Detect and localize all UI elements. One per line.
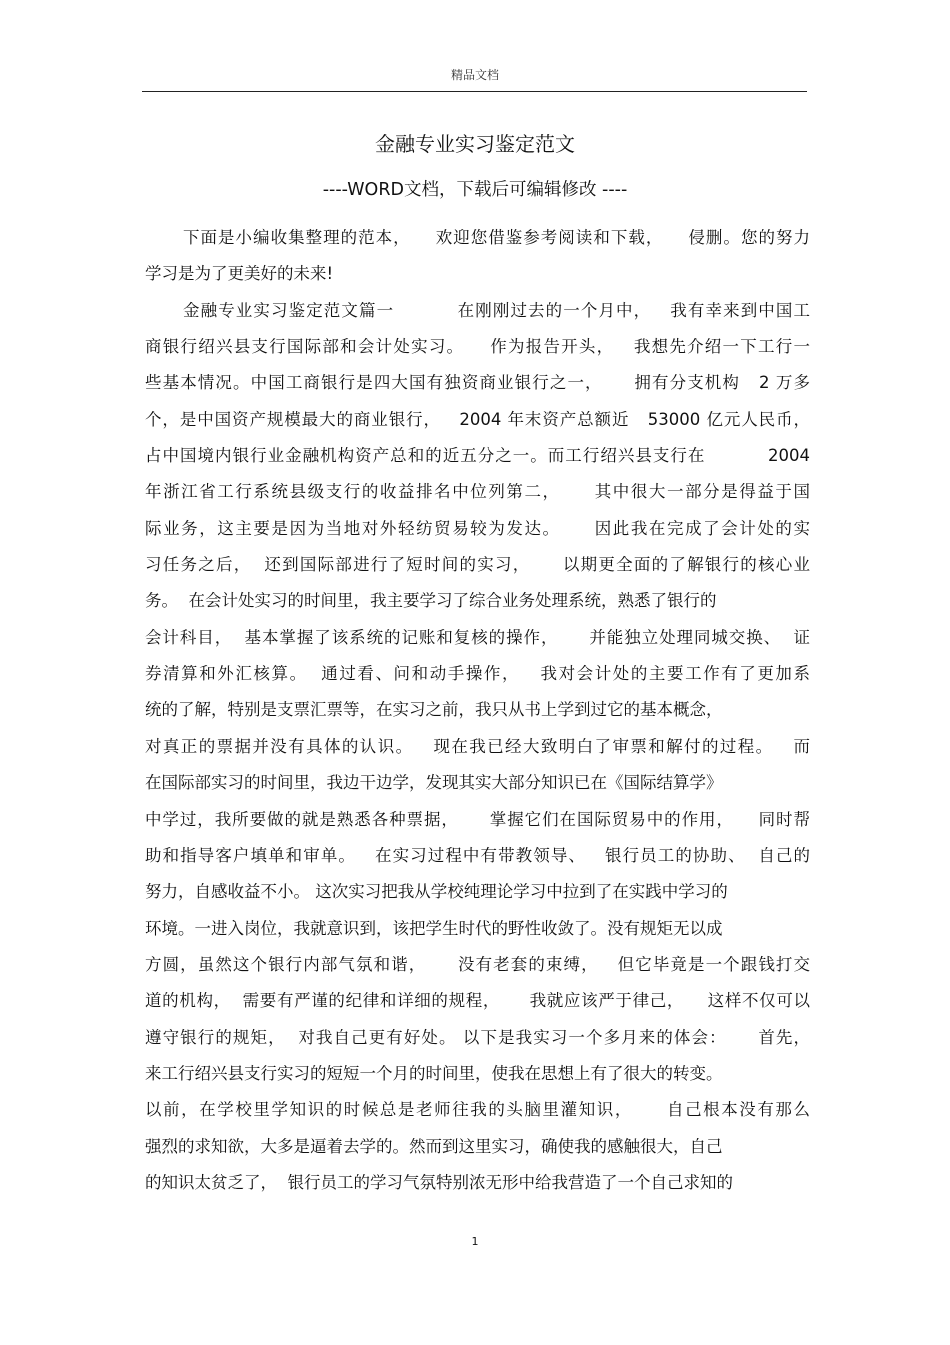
text-line: 在国际部实习的时间里，我边干边学，发现其实大部分知识已在《国际结算学》 xyxy=(145,773,723,793)
text-line: 占中国境内银行业金融机构资产总和的近五分之一。而工行绍兴县支行在 2004 xyxy=(145,446,810,466)
text-line: 以前，在学校里学知识的时候总是老师往我的头脑里灌知识， 自己根本没有那么 xyxy=(145,1100,810,1120)
text-line: 助和指导客户填单和审单。 在实习过程中有带教领导、 银行员工的协助、 自己的 xyxy=(145,845,810,865)
text-line: 的知识太贫乏了， 银行员工的学习气氛特别浓无形中给我营造了一个自己求知的 xyxy=(145,1172,733,1192)
text-line: 年浙江省工行系统县级支行的收益排名中位列第二， 其中很大一部分是得益于国 xyxy=(145,482,810,502)
text-line: 际业务，这主要是因为当地对外轻纺贸易较为发达。 因此我在完成了会计处的实 xyxy=(145,518,810,538)
text-line: 对真正的票据并没有具体的认识。 现在我已经大致明白了审票和解付的过程。 而 xyxy=(145,736,810,756)
text-line: 遵守银行的规矩， 对我自己更有好处。 以下是我实习一个多月来的体会： 首先， xyxy=(145,1027,810,1047)
text-line: 务。 在会计处实习的时间里，我主要学习了综合业务处理系统，熟悉了银行的 xyxy=(145,591,717,611)
document-title: 金融专业实习鉴定范文 xyxy=(375,132,575,156)
text-line: 学习是为了更美好的未来! xyxy=(145,264,334,284)
header-divider xyxy=(142,91,807,92)
text-line: 些基本情况。中国工商银行是四大国有独资商业银行之一， 拥有分支机构 2 万多 xyxy=(145,373,810,393)
text-line: 习任务之后， 还到国际部进行了短时间的实习， 以期更全面的了解银行的核心业 xyxy=(145,555,810,575)
text-line: 金融专业实习鉴定范文篇一 在刚刚过去的一个月中， 我有幸来到中国工 xyxy=(183,300,810,320)
text-line: 努力，自感收益不小。 这次实习把我从学校纯理论学习中拉到了在实践中学习的 xyxy=(145,882,728,902)
text-line: 道的机构， 需要有严谨的纪律和详细的规程， 我就应该严于律己， 这样不仅可以 xyxy=(145,991,810,1011)
page-number: 1 xyxy=(471,1235,479,1248)
text-line: 统的了解，特别是支票汇票等，在实习之前，我只从书上学到过它的基本概念， xyxy=(145,700,723,720)
text-line: 来工行绍兴县支行实习的短短一个月的时间里，使我在思想上有了很大的转变。 xyxy=(145,1063,723,1083)
document-subtitle: ----WORD文档，下载后可编辑修改 ---- xyxy=(322,180,628,200)
text-line: 会计科目， 基本掌握了该系统的记账和复核的操作， 并能独立处理同城交换、 证 xyxy=(145,627,810,647)
text-line: 券清算和外汇核算。 通过看、问和动手操作， 我对会计处的主要工作有了更加系 xyxy=(145,664,810,684)
page-header-label: 精品文档 xyxy=(450,68,499,82)
text-line: 环境。一进入岗位，我就意识到，该把学生时代的野性收敛了。没有规矩无以成 xyxy=(145,918,723,938)
text-line: 中学过，我所要做的就是熟悉各种票据， 掌握它们在国际贸易中的作用， 同时帮 xyxy=(145,809,810,829)
text-line: 下面是小编收集整理的范本， 欢迎您借鉴参考阅读和下载， 侵删。您的努力 xyxy=(183,228,810,247)
text-line: 方圆，虽然这个银行内部气氛和谐， 没有老套的束缚， 但它毕竟是一个跟钱打交 xyxy=(145,954,810,974)
text-line: 个，是中国资产规模最大的商业银行， 2004 年末资产总额近 53000 亿元人民币， xyxy=(145,409,810,429)
text-line: 商银行绍兴县支行国际部和会计处实习。 作为报告开头， 我想先介绍一下工行一 xyxy=(145,337,810,357)
text-line: 强烈的求知欲，大多是逼着去学的。然而到这里实习，确使我的感触很大，自己 xyxy=(145,1136,723,1156)
document-body xyxy=(145,220,810,1201)
